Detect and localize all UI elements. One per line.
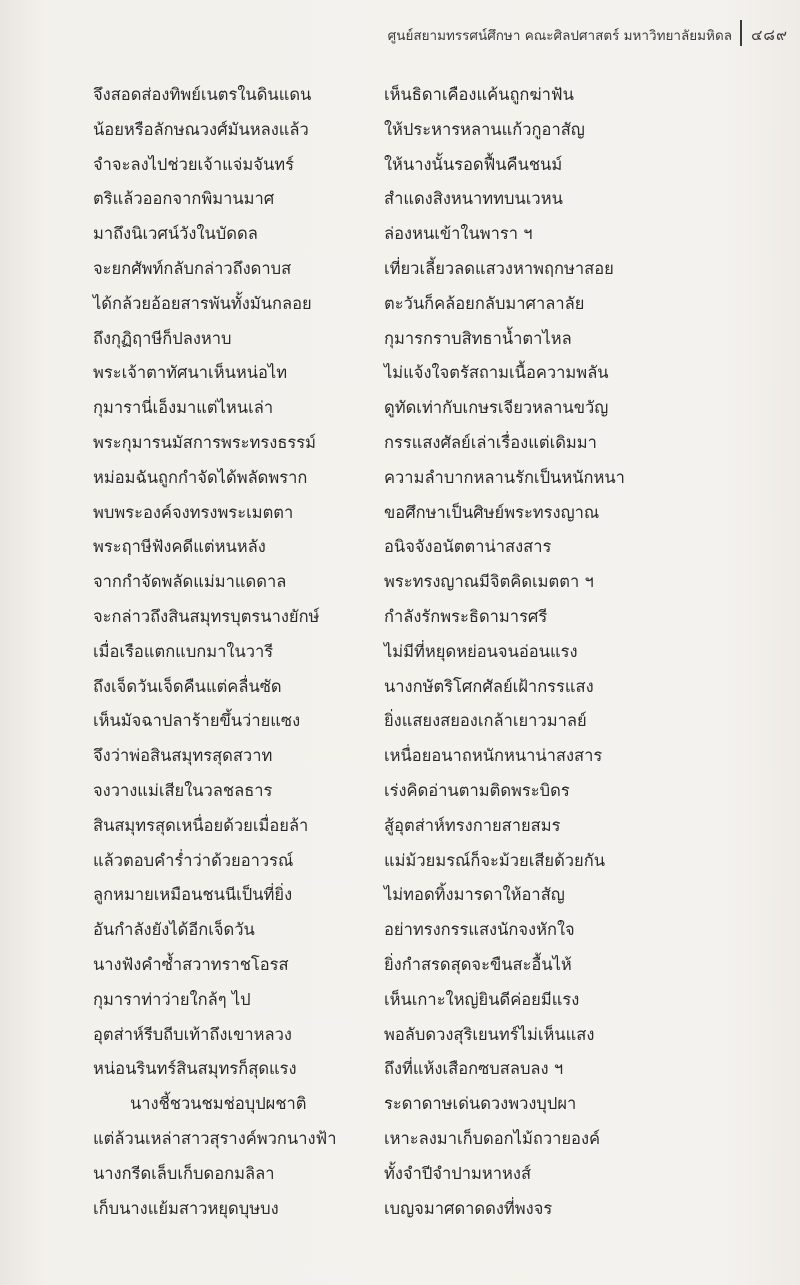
verse-line: [0, 1022, 800, 1057]
verse-right-hemistich: อนิจจังอนัตตาน่าสงสาร: [384, 537, 552, 557]
verse-right-hemistich: ไม่ทอดทิ้งมารดาให้อาสัญ: [384, 885, 565, 905]
verse-left-hemistich: จะกล่าวถึงสินสมุทรบุตรนางยักษ์: [93, 606, 320, 626]
verse-right-hemistich: เห็นเกาะใหญ่ยินดีค่อยมีแรง: [384, 989, 580, 1009]
verse-line: [0, 117, 800, 152]
verse-line: [0, 882, 800, 917]
verse-line: [0, 186, 800, 221]
verse-line: [0, 1056, 800, 1091]
verse-left-hemistich: หม่อมฉันถูกกำจัดได้พลัดพราก: [93, 467, 308, 487]
verse-left-hemistich: ถึงเจ็ดวันเจ็ดคืนแต่คลื่นซัด: [93, 676, 282, 696]
verse-line: [0, 604, 800, 639]
page-number: ๔๘๙: [751, 26, 788, 44]
verse-left-hemistich: พระเจ้าตาทัศนาเห็นหน่อไท: [93, 363, 288, 383]
verse-left-hemistich: น้อยหรือลักษณวงศ์มันหลงแล้ว: [93, 119, 309, 139]
verse-left-hemistich: กุมาราท่าว่ายใกล้ๆ ไป: [93, 989, 251, 1009]
verse-right-hemistich: ขอศึกษาเป็นศิษย์พระทรงญาณ: [384, 502, 600, 522]
verse-left-hemistich: มาถึงนิเวศน์วังในบัดดล: [93, 224, 258, 244]
verse-right-hemistich: พระทรงญาณมีจิตคิดเมตตา ฯ: [384, 572, 594, 592]
verse-line: [0, 917, 800, 952]
verse-left-hemistich: อันกำลังยังได้อีกเจ็ดวัน: [93, 920, 255, 940]
verse-right-hemistich: ล่องหนเข้าในพารา ฯ: [384, 224, 533, 244]
verse-right-hemistich: เร่งคิดอ่านตามติดพระบิดร: [384, 780, 570, 800]
verse-right-hemistich: เห็นธิดาเคืองแค้นถูกฆ่าฟัน: [384, 85, 574, 104]
verse-line: [0, 708, 800, 743]
verse-right-hemistich: สู้อุตส่าห์ทรงกายสายสมร: [384, 815, 561, 835]
verse-line: [0, 256, 800, 291]
verse-line: [0, 569, 800, 604]
verse-line: [0, 152, 800, 187]
verse-line: [0, 82, 800, 117]
verse-right-hemistich: กรรแสงศัลย์เล่าเรื่องแต่เดิมมา: [384, 432, 597, 452]
verse-line: [0, 743, 800, 778]
verse-left-hemistich: นางกรีดเล็บเก็บดอกมลิลา: [93, 1163, 275, 1183]
verse-left-hemistich: หน่อนรินทร์สินสมุทรก็สุดแรง: [93, 1059, 297, 1079]
verse-right-hemistich: ระดาดาษเด่นดวงพวงบุปผา: [384, 1094, 577, 1114]
verse-left-hemistich: พระกุมารนมัสการพระทรงธรรม์: [93, 432, 317, 452]
verse-left-hemistich: จะยกศัพท์กลับกล่าวถึงดาบส: [93, 258, 292, 278]
verse-left-hemistich: จึงว่าพ่อสินสมุทรสุดสวาท: [93, 746, 273, 766]
verse-left-hemistich: ได้กล้วยอ้อยสารพันทั้งมันกลอย: [93, 293, 312, 313]
verse-left-hemistich: จากกำจัดพลัดแม่มาแดดาล: [93, 572, 287, 592]
verse-line: [0, 291, 800, 326]
verse-right-hemistich: ถึงที่แห้งเสือกซบสลบลง ฯ: [384, 1059, 564, 1079]
verse-line: [0, 848, 800, 883]
verse-right-hemistich: อย่าทรงกรรแสงนักจงหักใจ: [384, 920, 575, 940]
verse-line: [0, 639, 800, 674]
verse-left-hemistich: แล้วตอบคำร่ำว่าด้วยอาวรณ์: [93, 850, 294, 870]
verse-line: [0, 534, 800, 569]
verse-right-hemistich: สำแดงสิงหนาททบนเวหน: [384, 189, 563, 209]
verse-line: [0, 221, 800, 256]
verse-right-hemistich: เที่ยวเลี้ยวลดแสวงหาพฤกษาสอย: [384, 258, 614, 278]
verse-line: [0, 1126, 800, 1161]
verse-left-hemistich: ลูกหมายเหมือนชนนีเป็นที่ยิ่ง: [93, 885, 293, 905]
verse-right-hemistich: กุมารกราบสิทธาน้ำตาไหล: [384, 328, 572, 348]
verse-line: [0, 1091, 800, 1126]
verse-left-hemistich: เห็นมัจฉาปลาร้ายขึ้นว่ายแซง: [93, 711, 301, 731]
verse-left-hemistich: สินสมุทรสุดเหนื่อยด้วยเมื่อยล้า: [93, 815, 309, 835]
verse-right-hemistich: ไม่มีที่หยุดหย่อนจนอ่อนแรง: [384, 641, 578, 661]
verse-left-hemistich: ถึงกุฏิฤาษีก็ปลงหาบ: [93, 328, 232, 348]
verse-left-hemistich: พบพระองค์จงทรงพระเมตตา: [93, 502, 294, 522]
verse-left-hemistich: กุมารานี่เอ็งมาแต่ไหนเล่า: [93, 398, 274, 418]
verse-left-hemistich: จึงสอดส่องทิพย์เนตรในดินแดน: [93, 85, 312, 104]
verse-left-hemistich: นางฟังคำซ้ำสวาทราชโอรส: [93, 954, 289, 974]
verse-line: [0, 500, 800, 535]
verse-right-hemistich: ยิ่งแสยงสยองเกล้าเยาวมาลย์: [384, 711, 587, 731]
verse-line: [0, 395, 800, 430]
header-divider: [740, 20, 742, 46]
verse-left-hemistich: นางชี้ชวนชมช่อบุปผชาติ: [130, 1094, 307, 1114]
verse-right-hemistich: ให้นางนั้นรอดฟื้นคืนชนม์: [384, 154, 563, 174]
page-header: [0, 14, 800, 46]
verse-left-hemistich: ตริแล้วออกจากพิมานมาศ: [93, 189, 275, 209]
verse-right-hemistich: เหาะลงมาเก็บดอกไม้ถวายองค์: [384, 1128, 601, 1148]
verse-line: [0, 326, 800, 361]
verse-right-hemistich: ความลำบากหลานรักเป็นหนักหนา: [384, 467, 625, 487]
poem-body: [0, 82, 800, 1230]
verse-line: [0, 952, 800, 987]
verse-right-hemistich: ทั้งจำปีจำปามหาหงส์: [384, 1163, 532, 1183]
verse-left-hemistich: เมื่อเรือแตกแบกมาในวารี: [93, 641, 274, 661]
running-head: ศูนย์สยามทรรศน์ศึกษา คณะศิลปศาสตร์ มหาวิทยาลัยมหิดล: [387, 28, 732, 44]
verse-left-hemistich: พระฤาษีฟังคดีแต่หนหลัง: [93, 537, 266, 557]
verse-right-hemistich: แม่ม้วยมรณ์ก็จะม้วยเสียด้วยกัน: [384, 850, 605, 870]
verse-left-hemistich: เก็บนางแย้มสาวหยุดบุษบง: [93, 1198, 279, 1218]
verse-line: [0, 813, 800, 848]
verse-line: [0, 674, 800, 709]
verse-right-hemistich: ตะวันก็คล้อยกลับมาศาลาลัย: [384, 293, 585, 313]
verse-right-hemistich: ไม่แจ้งใจตรัสถามเนื้อความพลัน: [384, 363, 609, 383]
verse-line: [0, 360, 800, 395]
verse-line: [0, 987, 800, 1022]
verse-line: [0, 1196, 800, 1231]
verse-left-hemistich: จำจะลงไปช่วยเจ้าแจ่มจันทร์: [93, 154, 294, 174]
verse-right-hemistich: เหนื่อยอนาถหนักหนาน่าสงสาร: [384, 746, 603, 766]
verse-right-hemistich: ดูทัดเท่ากับเกษรเจียวหลานขวัญ: [384, 398, 609, 418]
verse-right-hemistich: นางกษัตริโศกศัลย์เฝ้ากรรแสง: [384, 676, 594, 696]
verse-right-hemistich: ยิ่งกำสรดสุดจะขืนสะอื้นไห้: [384, 954, 572, 974]
verse-right-hemistich: เบญจมาศดาดดงที่พงจร: [384, 1198, 553, 1218]
verse-line: [0, 778, 800, 813]
verse-line: [0, 1161, 800, 1196]
verse-line: [0, 465, 800, 500]
verse-right-hemistich: กำลังรักพระธิดามารศรี: [384, 606, 548, 626]
verse-right-hemistich: ให้ประหารหลานแก้วกูอาสัญ: [384, 119, 585, 139]
verse-right-hemistich: พอลับดวงสุริเยนทร์ไม่เห็นแสง: [384, 1024, 595, 1044]
verse-left-hemistich: จงวางแม่เสียในวลชลธาร: [93, 780, 273, 800]
verse-left-hemistich: แต่ล้วนเหล่าสาวสุรางค์พวกนางฟ้า: [93, 1128, 337, 1148]
verse-left-hemistich: อุตส่าห์รีบถีบเท้าถึงเขาหลวง: [93, 1024, 292, 1044]
verse-line: [0, 430, 800, 465]
